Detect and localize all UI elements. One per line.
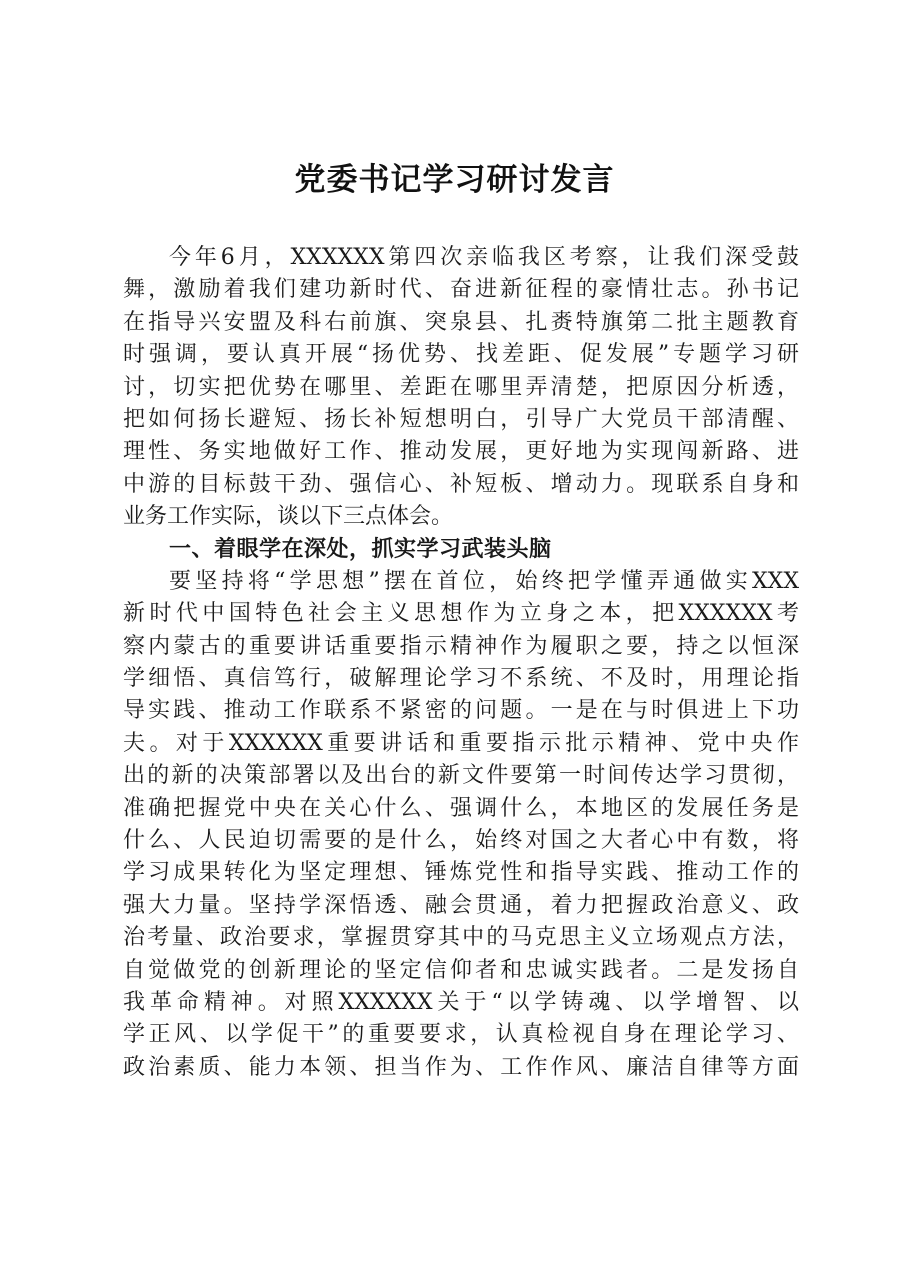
paragraph-line: 在指导兴安盟及科右前旗、突泉县、扎赉特旗第二批主题教育 — [123, 309, 799, 335]
paragraph-line: 察内蒙古的重要讲话重要指示精神作为履职之要，持之以恒深 — [123, 633, 799, 659]
document-body — [123, 242, 799, 1084]
paragraph-line: 我革命精神。对照XXXXXX关于“以学铸魂、以学增智、以 — [123, 989, 799, 1015]
paragraph-line: 出的新的决策部署以及出台的新文件要第一时间传达学习贯彻， — [123, 763, 799, 789]
paragraph-line: 学细悟、真信笃行，破解理论学习不系统、不及时，用理论指 — [123, 666, 799, 692]
paragraph-line: 导实践、推动工作联系不紧密的问题。一是在与时俱进上下功 — [123, 698, 799, 724]
paragraph-line: 要坚持将“学思想”摆在首位，始终把学懂弄通做实XXX — [169, 568, 799, 594]
paragraph-line: 什么、人民迫切需要的是什么，始终对国之大者心中有数，将 — [123, 828, 799, 854]
paragraph-line: 强大力量。坚持学深悟透、融会贯通，着力把握政治意义、政 — [123, 892, 799, 918]
paragraph-line: 今年6月，XXXXXX第四次亲临我区考察，让我们深受鼓 — [169, 245, 799, 270]
document-title: 党委书记学习研讨发言 — [294, 162, 615, 198]
paragraph-line: 夫。对于XXXXXX重要讲话和重要指示批示精神、党中央作 — [123, 730, 799, 756]
paragraph-line: 讨，切实把优势在哪里、差距在哪里弄清楚，把原因分析透， — [123, 374, 799, 400]
paragraph-line: 自觉做党的创新理论的坚定信仰者和忠诚实践者。二是发扬自 — [123, 957, 799, 983]
paragraph-line: 把如何扬长避短、扬长补短想明白，引导广大党员干部清醒、 — [123, 406, 799, 432]
paragraph-line: 治考量、政治要求，掌握贯穿其中的马克思主义立场观点方法， — [123, 925, 799, 951]
paragraph-line: 新时代中国特色社会主义思想作为立身之本，把XXXXXX考 — [123, 601, 799, 627]
paragraph-line: 业务工作实际，谈以下三点体会。 — [123, 504, 454, 530]
section-heading: 一、着眼学在深处，抓实学习武装头脑 — [169, 536, 552, 562]
paragraph-line: 准确把握党中央在关心什么、强调什么，本地区的发展任务是 — [123, 795, 799, 821]
paragraph-line: 舞，激励着我们建功新时代、奋进新征程的豪情壮志。孙书记 — [123, 277, 799, 303]
paragraph-line: 理性、务实地做好工作、推动发展，更好地为实现闯新路、进 — [123, 439, 799, 465]
paragraph-line: 政治素质、能力本领、担当作为、工作作风、廉洁自律等方面 — [123, 1054, 799, 1080]
paragraph-line: 中游的目标鼓干劲、强信心、补短板、增动力。现联系自身和 — [123, 471, 799, 497]
paragraph-line: 学习成果转化为坚定理想、锤炼党性和指导实践、推动工作的 — [123, 860, 799, 886]
paragraph-line: 学正风、以学促干”的重要要求，认真检视自身在理论学习、 — [123, 1022, 799, 1048]
paragraph-line: 时强调，要认真开展“扬优势、找差距、促发展”专题学习研 — [123, 342, 799, 368]
